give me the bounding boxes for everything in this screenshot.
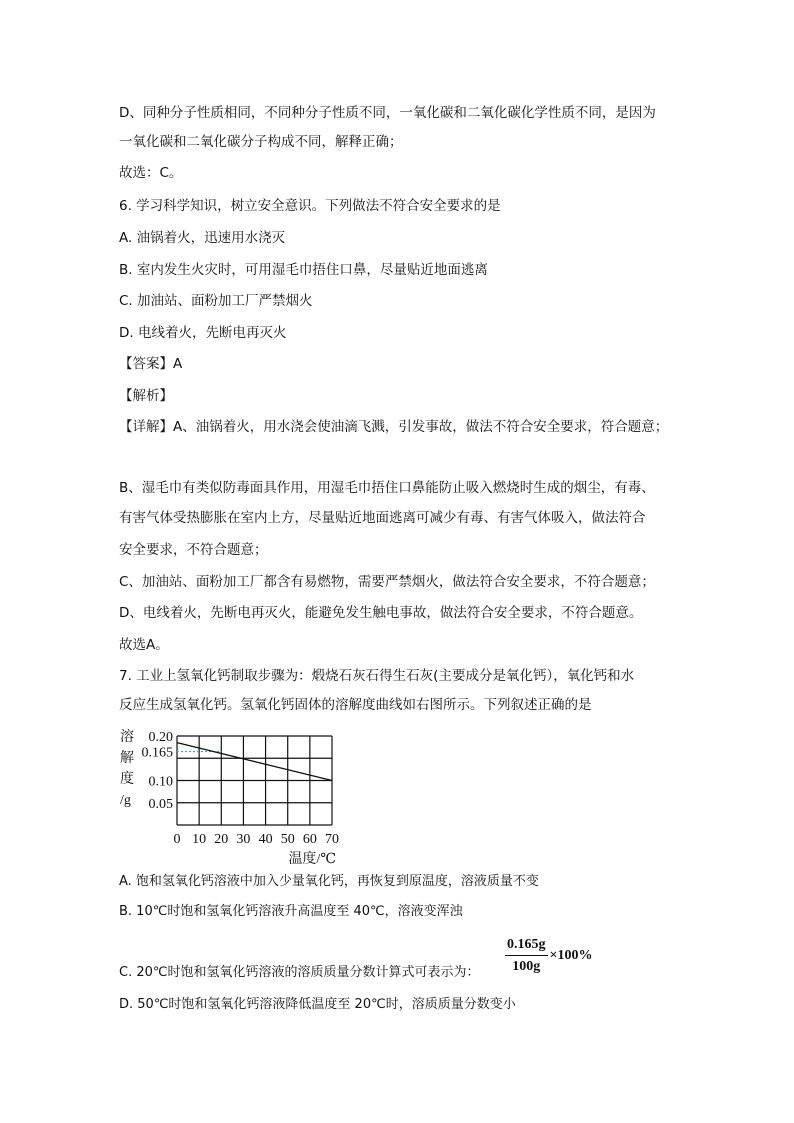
y-axis-label: /g	[120, 793, 131, 808]
y-tick-label: 0.05	[148, 796, 173, 812]
text-line: 【详解】A、油锅着火，用水浇会使油滴飞溅，引发事故，做法不符合安全要求，符合题意；	[119, 419, 669, 435]
text-line: 安全要求，不符合题意；	[119, 542, 268, 558]
x-tick-label: 10	[192, 832, 207, 847]
text-line: 有害气体受热膨胀在室内上方，尽量贴近地面逃离可减少有毒、有害气体吸入，做法符合	[119, 510, 646, 526]
y-tick-label: 0.10	[148, 774, 173, 790]
x-tick-label: 60	[302, 832, 317, 847]
x-tick-label: 50	[280, 832, 295, 847]
option-b: B. 10℃时饱和氢氧化钙溶液升高温度至 40℃，溶液变浑浊	[119, 904, 463, 919]
x-tick-label: 30	[236, 832, 251, 847]
text-line: D、电线着火，先断电再灭火，能避免发生触电事故，做法符合安全要求，不符合题意。	[119, 605, 643, 621]
option-c: C. 20℃时饱和氢氧化钙溶液的溶质质量分数计算式可表示为：	[119, 965, 480, 980]
x-tick-label: 40	[258, 832, 273, 847]
text-line: 6. 学习科学知识，树立安全意识。下列做法不符合安全要求的是	[119, 198, 501, 214]
formula-denominator: 100g	[512, 959, 541, 974]
text-line: D. 电线着火，先断电再灭火	[119, 325, 287, 341]
option-a: A. 饱和氢氧化钙溶液中加入少量氧化钙，再恢复到原温度，溶液质量不变	[119, 874, 539, 889]
text-line: 故选：C。	[119, 165, 183, 181]
solubility-chart	[110, 722, 350, 872]
text-line: 【解析】	[119, 388, 173, 404]
y-axis-label: 度	[120, 772, 134, 787]
option-d: D. 50℃时饱和氢氧化钙溶液降低温度至 20℃时，溶质质量分数变小	[119, 997, 516, 1012]
y-tick-label: 0.165	[141, 745, 173, 761]
text-line: 7. 工业上氢氧化钙制取步骤为：煅烧石灰石得生石灰(主要成分是氧化钙），氧化钙和水	[119, 668, 635, 684]
y-axis-label: 溶	[120, 730, 134, 745]
text-line: A. 油锅着火，迅速用水浇灭	[119, 230, 286, 246]
text-line: 反应生成氢氧化钙。氢氧化钙固体的溶解度曲线如右图所示。下列叙述正确的是	[119, 697, 592, 713]
text-line: C、加油站、面粉加工厂都含有易燃物，需要严禁烟火，做法符合安全要求，不符合题意；	[119, 574, 655, 590]
text-line: 一氧化碳和二氧化碳分子构成不同，解释正确；	[119, 134, 403, 150]
text-line: D、同种分子性质相同，不同种分子性质不同，一氧化碳和二氧化碳化学性质不同，是因为	[119, 105, 656, 121]
y-axis-label: 解	[120, 751, 134, 766]
series-line	[177, 743, 332, 781]
text-line: 故选A。	[119, 637, 169, 653]
y-tick-label: 0.20	[148, 730, 173, 745]
formula-numerator: 0.165g	[505, 937, 548, 956]
formula-multiplier: ×100%	[549, 948, 593, 963]
text-line: C. 加油站、面粉加工厂严禁烟火	[119, 293, 313, 309]
text-line: B、湿毛巾有类似防毒面具作用，用湿毛巾捂住口鼻能防止吸入燃烧时生成的烟尘，有毒、	[119, 480, 655, 496]
text-line: B. 室内发生火灾时，可用湿毛巾捂住口鼻，尽量贴近地面逃离	[119, 262, 488, 278]
x-tick-label: 0	[173, 832, 181, 847]
x-axis-label: 温度/℃	[288, 852, 336, 867]
text-line: 【答案】A	[119, 356, 183, 372]
formula	[505, 937, 592, 975]
x-tick-label: 70	[325, 832, 339, 847]
x-tick-label: 20	[214, 832, 229, 847]
